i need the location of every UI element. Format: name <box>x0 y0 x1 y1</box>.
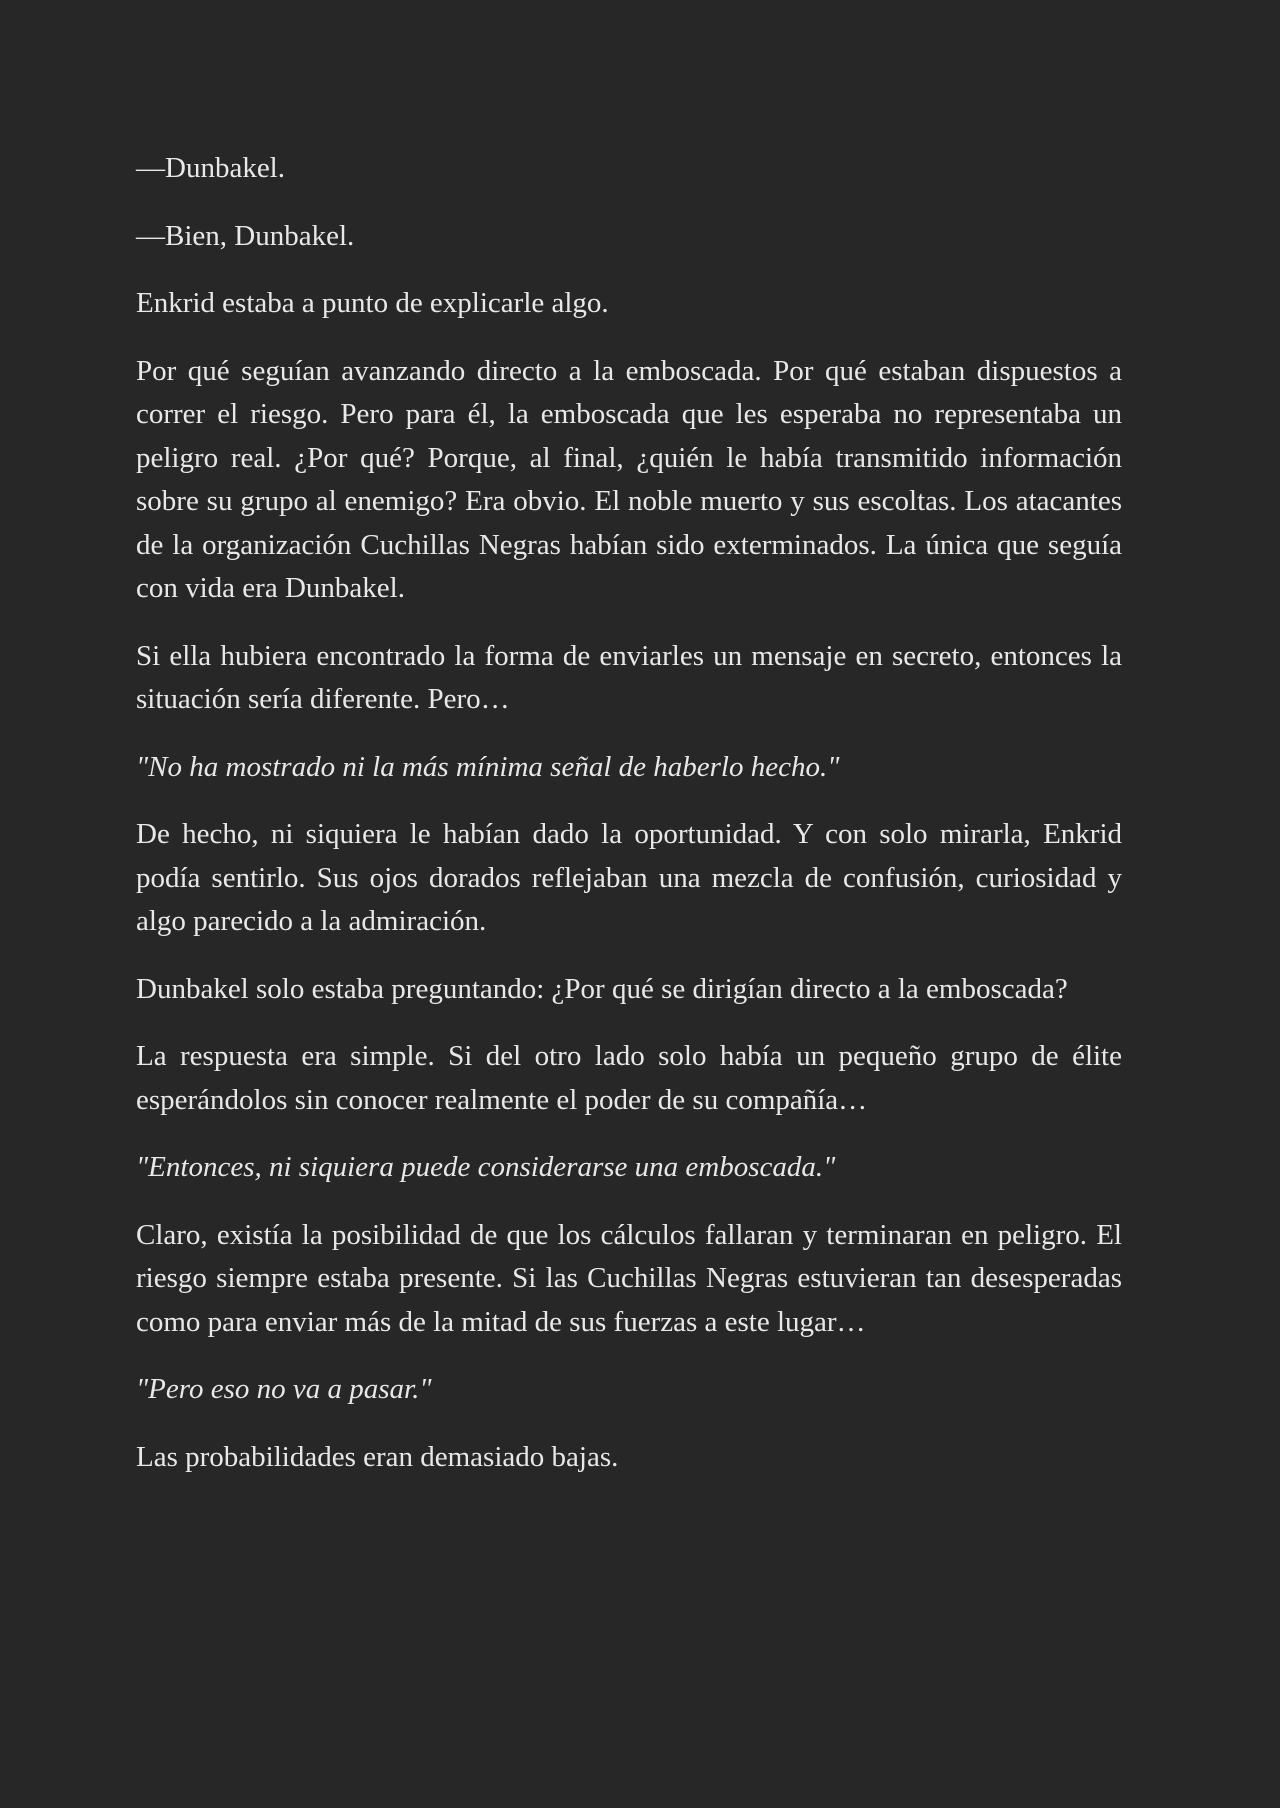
paragraph-narration: De hecho, ni siquiera le habían dado la oportunidad. Y con solo mirarla, Enkrid podía sentirlo. Sus ojos dorados reflejaban una mezcla de confusión, curiosidad y algo parecido a la admiración. <box>136 818 1122 937</box>
paragraph-narration: Por qué seguían avanzando directo a la emboscada. Por qué estaban dispuestos a correr el riesgo. Pero para él, la emboscada que les esperaba no representaba un peligro real. ¿Por qué? Porque, al final, ¿quién le había transmitido información sobre su grupo al enemigo? Era obvio. El noble muerto y sus escoltas. Los atacantes de la organización Cuchillas Negras habían sido exterminados. La única que seguía con vida era Dunbakel. <box>136 354 1122 604</box>
paragraph-dialogue: —Bien, Dunbakel. <box>136 219 355 252</box>
paragraph-narration: Enkrid estaba a punto de explicarle algo. <box>136 287 609 319</box>
paragraph-narration: Dunbakel solo estaba preguntando: ¿Por qué se dirigían directo a la emboscada? <box>136 972 1068 1005</box>
paragraph-thought: "Pero eso no va a pasar." <box>136 1373 432 1405</box>
paragraph-narration: Claro, existía la posibilidad de que los cálculos fallaran y terminaran en peligro. El riesgo siempre estaba presente. Si las Cuchillas Negras estuvieran tan desesperadas como para enviar más de la mitad de sus fuerzas a este lugar… <box>136 1218 1122 1338</box>
paragraph-thought: "No ha mostrado ni la más mínima señal de haberlo hecho." <box>136 750 840 783</box>
paragraph-narration: La respuesta era simple. Si del otro lado solo había un pequeño grupo de élite esperándolos sin conocer realmente el poder de su compañía… <box>136 1040 1122 1116</box>
paragraph-narration: Si ella hubiera encontrado la forma de enviarles un mensaje en secreto, entonces la situación sería diferente. Pero… <box>136 639 1122 715</box>
paragraph-dialogue: —Dunbakel. <box>136 152 285 184</box>
paragraph-thought: "Entonces, ni siquiera puede considerarse una emboscada." <box>136 1151 836 1183</box>
paragraph-narration: Las probabilidades eran demasiado bajas. <box>136 1440 619 1473</box>
